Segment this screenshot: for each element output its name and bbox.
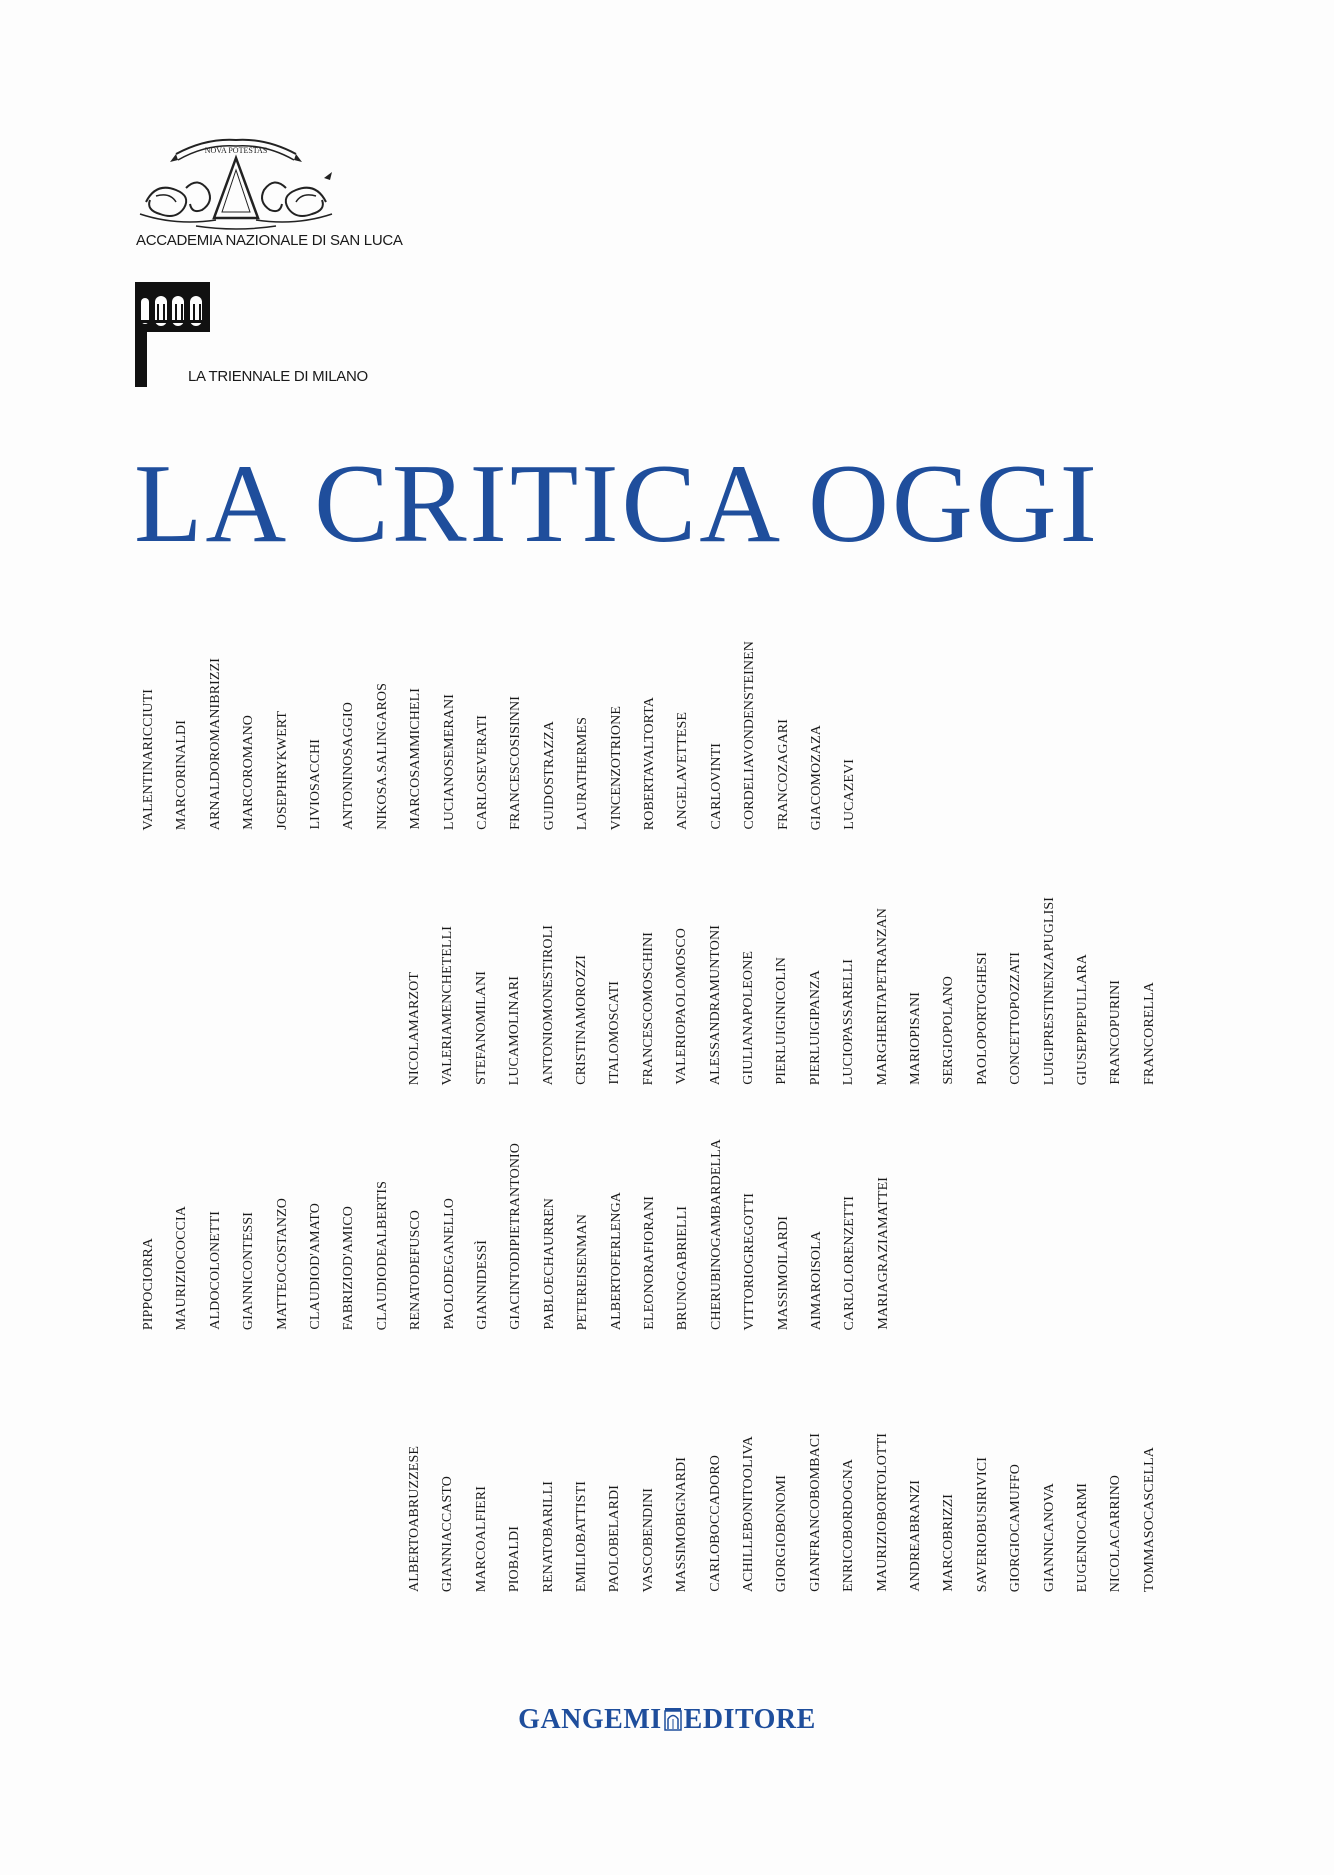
contributor-name: RENATOBARILLI [540, 1481, 556, 1593]
accademia-motto: NOVA POTESTAS [204, 146, 268, 155]
contributor-name: GIACINTODIPIETRANTONIO [508, 1143, 524, 1330]
contributor-name: MARIOPISANI [908, 992, 923, 1085]
contributor-name: MASSIMOBIGNARDI [674, 1457, 690, 1593]
contributor-name: MATTEOCOSTANZO [274, 1198, 290, 1330]
contributor-name: MARIAGRAZIAMATTEI [875, 1177, 891, 1330]
contributor-name: GIACOMOZAZA [809, 725, 824, 831]
contributor-name: JOSEPHRYKWERT [274, 711, 290, 830]
contributor-name: FABRIZIOD'AMICO [341, 1206, 357, 1331]
contributor-name: CARLOBOCCADORO [707, 1455, 723, 1592]
contributor-name: MASSIMOILARDI [775, 1216, 791, 1331]
contributor-name: ROBERTAVALTORTA [642, 697, 657, 831]
contributor-name: ANTONINOSAGGIO [341, 702, 357, 830]
contributor-name: PIERLUIGINICOLIN [774, 957, 790, 1085]
contributor-name: MARCOBRIZZI [941, 1494, 957, 1592]
contributor-name: ALBERTOABRUZZESE [407, 1446, 422, 1592]
contributor-name: LIVIOSACCHI [308, 739, 323, 830]
arch-emblem-icon [664, 1707, 682, 1731]
contributor-name: MARGHERITAPETRANZAN [874, 908, 890, 1086]
contributor-name: MARCOSAMMICHELI [408, 688, 424, 830]
contributor-name: PAOLODEGANELLO [441, 1198, 457, 1330]
contributor-name: GIUSEPPEPULLARA [1075, 954, 1090, 1086]
contributor-name: STEFANOMILANI [473, 971, 489, 1085]
publisher-name-right: EDITORE [683, 1704, 816, 1735]
contributor-name: MARCOROMANO [241, 715, 257, 830]
contributor-name: CLAUDIODEALBERTIS [374, 1181, 390, 1331]
contributor-name: GIORGIOBONOMI [774, 1475, 790, 1593]
contributor-name: CONCETTOPOZZATI [1008, 952, 1024, 1085]
contributor-name: CORDELIAVONDENSTEINEN [742, 641, 758, 830]
contributor-name: VALENTINARICCIUTI [141, 689, 156, 831]
contributor-name: VINCENZOTRIONE [608, 706, 624, 831]
contributor-name: GIANNICONTESSI [241, 1212, 257, 1331]
contributor-name: FRANCORELLA [1141, 982, 1157, 1085]
contributor-name: VALERIAMENCHETELLI [440, 926, 456, 1086]
contributor-name: GIANNIACCASTO [440, 1476, 456, 1593]
contributor-name: EMILIOBATTISTI [574, 1481, 589, 1593]
contributor-name: FRANCESCOMOSCHINI [640, 932, 656, 1086]
contributor-name: VALERIOPAOLOMOSCO [674, 928, 690, 1085]
contributor-name: SERGIOPOLANO [941, 976, 957, 1085]
accademia-logo-icon [136, 132, 336, 232]
contributor-name: PAOLOBELARDI [607, 1485, 623, 1593]
contributor-name: LUCIOPASSARELLI [841, 959, 857, 1086]
contributor-name: GIANNICANOVA [1041, 1483, 1057, 1593]
contributor-name: ANDREABRANZI [908, 1480, 923, 1592]
contributor-name: CHERUBINOGAMBARDELLA [708, 1139, 724, 1330]
contributor-name: RENATODEFUSCO [408, 1210, 424, 1331]
publisher-name-left: GANGEMI [518, 1704, 662, 1735]
contributor-name: FRANCOPURINI [1108, 980, 1124, 1085]
contributor-name: ITALOMOSCATI [607, 981, 623, 1085]
contributor-name: MARCOALFIERI [473, 1486, 489, 1593]
contributor-name: ACHILLEBONITOOLIVA [741, 1436, 756, 1593]
contributor-name: ELEONORAFIORANI [642, 1196, 657, 1330]
contributor-name: MAURIZIOCOCCIA [174, 1206, 190, 1331]
accademia-name: ACCADEMIA NAZIONALE DI SAN LUCA [136, 232, 403, 249]
contributor-name: LUCIANOSEMERANI [441, 694, 457, 831]
contributor-name: GIANNIDESSÌ [475, 1240, 490, 1330]
contributor-name: LUCAZEVI [842, 759, 858, 830]
contributor-name: NIKOSA.SALINGAROS [374, 683, 390, 830]
contributor-name: PIPPOCIORRA [141, 1238, 156, 1331]
book-title: LA CRITICA OGGI [134, 442, 1100, 566]
contributor-name: FRANCESCOSISINNI [508, 696, 524, 830]
contributor-name: LUCAMOLINARI [507, 976, 523, 1086]
contributor-name: EUGENIOCARMI [1075, 1483, 1090, 1593]
contributor-name: GIORGIOCAMUFFO [1008, 1464, 1024, 1593]
contributor-name: CRISTINAMOROZZI [574, 955, 589, 1085]
contributor-name: SAVERIOBUSIRIVICI [974, 1457, 990, 1593]
publisher-logo [0, 1704, 1334, 1736]
triennale-name: LA TRIENNALE DI MILANO [188, 368, 368, 385]
contributor-name: ARNALDOROMANIBRIZZI [207, 658, 223, 831]
contributor-name: CARLOLORENZETTI [842, 1196, 858, 1331]
contributor-name: MAURIZIOBORTOLOTTI [874, 1433, 890, 1592]
contributor-name: PETEREISENMAN [575, 1214, 591, 1331]
contributor-name: ALESSANDRAMUNTONI [707, 925, 723, 1086]
contributor-name: LAURATHERMES [575, 717, 591, 831]
contributor-name: FRANCOZAGARI [775, 719, 791, 830]
contributor-name: AIMAROISOLA [809, 1231, 824, 1331]
contributor-name: CARLOVINTI [708, 743, 724, 830]
contributor-name: LUIGIPRESTINENZAPUGLISI [1041, 897, 1057, 1086]
contributor-name: PIOBALDI [507, 1526, 523, 1593]
contributor-name: PIERLUIGIPANZA [807, 970, 823, 1086]
contributor-name: ANGELAVETTESE [675, 712, 691, 830]
contributor-name: NICOLAMARZOT [407, 972, 422, 1086]
contributor-name: GIULIANAPOLEONE [741, 951, 756, 1085]
contributor-name: CARLOSEVERATI [475, 715, 490, 830]
contributor-name: TOMMASOCASCELLA [1141, 1447, 1157, 1593]
contributor-name: CLAUDIOD'AMATO [308, 1203, 323, 1330]
contributor-name: VASCOBENDINI [640, 1488, 656, 1593]
contributor-name: GUIDOSTRAZZA [541, 721, 557, 831]
contributor-name: ENRICOBORDOGNA [841, 1459, 857, 1592]
contributor-name: ALDOCOLONETTI [207, 1211, 223, 1330]
contributor-name: NICOLACARRINO [1108, 1475, 1124, 1593]
contributor-name: PABLOECHAURREN [541, 1198, 557, 1330]
contributor-name: ALBERTOFERLENGA [608, 1192, 624, 1331]
contributor-name: BRUNOGABRIELLI [675, 1206, 691, 1331]
contributor-name: PAOLOPORTOGHESI [974, 952, 990, 1085]
contributor-name: ANTONIOMONESTIROLI [540, 925, 556, 1086]
contributor-name: MARCORINALDI [174, 720, 190, 831]
contributor-name: VITTORIOGREGOTTI [742, 1193, 758, 1331]
contributor-name: GIANFRANCOBOMBACI [807, 1433, 823, 1592]
